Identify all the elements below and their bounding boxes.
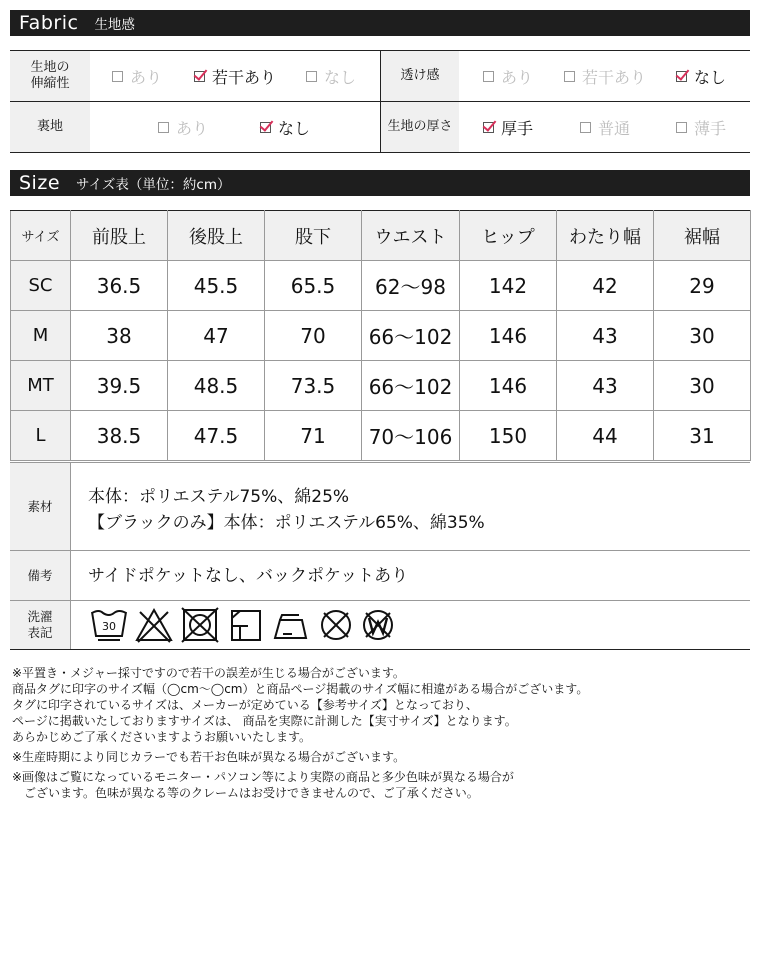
column-header: ウエスト xyxy=(362,211,460,261)
column-header: 前股上 xyxy=(71,211,168,261)
thickness-option-thick: 厚手 xyxy=(483,102,533,152)
note-line: ※画像はご覧になっているモニター・パソコン等により実際の商品と多少色味が異なる場合が xyxy=(12,770,514,784)
table-cell: 66〜102 xyxy=(362,311,460,361)
table-cell: 39.5 xyxy=(71,361,168,411)
checkbox-icon xyxy=(483,71,494,82)
size-table-header-row xyxy=(11,211,751,261)
fabric-row-stretch xyxy=(10,51,750,102)
checkbox-icon xyxy=(580,122,591,133)
size-table xyxy=(10,210,751,461)
table-cell: 71 xyxy=(265,411,362,461)
size-label: MT xyxy=(11,361,71,411)
table-cell: 146 xyxy=(460,311,557,361)
checkbox-icon xyxy=(306,71,317,82)
sheer-option-yes: あり xyxy=(483,51,533,101)
table-cell: 62〜98 xyxy=(362,261,460,311)
stretch-option-slight: 若干あり xyxy=(194,51,276,101)
thickness-option-thin: 薄手 xyxy=(676,102,726,152)
checkbox-checked-icon xyxy=(194,71,205,82)
fabric-table xyxy=(10,50,750,153)
column-header: 後股上 xyxy=(168,211,265,261)
table-cell: 44 xyxy=(557,411,654,461)
size-label: SC xyxy=(11,261,71,311)
checkbox-icon xyxy=(112,71,123,82)
wash-30-icon xyxy=(92,611,126,640)
no-bleach-icon xyxy=(137,610,171,642)
column-header: ヒップ xyxy=(460,211,557,261)
lining-option-yes: あり xyxy=(158,102,208,152)
remarks-label: 備考 xyxy=(10,551,71,600)
note-line: ※生産時期により同じカラーでも若干お色味が異なる場合がございます。 xyxy=(12,750,406,764)
size-title-jp: サイズ表（単位：約cm） xyxy=(76,177,231,193)
table-row xyxy=(11,261,751,311)
table-cell: 70 xyxy=(265,311,362,361)
washing-symbols xyxy=(90,606,410,646)
table-cell: 150 xyxy=(460,411,557,461)
sheer-label: 透け感 xyxy=(381,51,459,101)
thickness-option-normal: 普通 xyxy=(580,102,630,152)
checkbox-icon xyxy=(158,122,169,133)
material-text xyxy=(88,484,485,536)
material-row xyxy=(10,463,750,551)
fabric-section-header xyxy=(10,10,750,36)
fabric-row-lining xyxy=(10,102,750,152)
size-section-header xyxy=(10,170,750,196)
column-header: 股下 xyxy=(265,211,362,261)
note-line: ページに掲載いたしておりますサイズは、 商品を実際に計測した【実寸サイズ】となります。 xyxy=(12,714,517,728)
column-header: わたり幅 xyxy=(557,211,654,261)
note-line: ※平置き・メジャー採寸ですので若干の誤差が生じる場合がございます。 xyxy=(12,666,405,680)
note-line: 商品タグに印字のサイズ幅（◯cm〜◯cm）と商品ページ掲載のサイズ幅に相違がある場合がございます。 xyxy=(12,682,589,696)
no-dry-clean-icon xyxy=(322,611,350,639)
table-cell: 47.5 xyxy=(168,411,265,461)
note-line: タグに印字されているサイズは、メーカーが定めている【参考サイズ】となっており、 xyxy=(12,698,478,712)
note-line: あらかじめご了承くださいますようお願いいたします。 xyxy=(12,730,312,744)
table-row xyxy=(11,311,751,361)
table-cell: 73.5 xyxy=(265,361,362,411)
checkbox-checked-icon xyxy=(260,122,271,133)
table-cell: 29 xyxy=(654,261,751,311)
column-header: 裾幅 xyxy=(654,211,751,261)
material-label: 素材 xyxy=(10,463,71,550)
fabric-title-en: Fabric xyxy=(19,12,79,34)
size-title-en: Size xyxy=(19,172,61,194)
table-cell: 146 xyxy=(460,361,557,411)
svg-text:30: 30 xyxy=(102,620,116,633)
column-header: サイズ xyxy=(11,211,71,261)
checkbox-icon xyxy=(564,71,575,82)
table-cell: 38.5 xyxy=(71,411,168,461)
table-cell: 43 xyxy=(557,361,654,411)
table-cell: 47 xyxy=(168,311,265,361)
size-label: M xyxy=(11,311,71,361)
table-cell: 142 xyxy=(460,261,557,311)
table-cell: 65.5 xyxy=(265,261,362,311)
table-cell: 31 xyxy=(654,411,751,461)
no-tumble-dry-icon xyxy=(182,608,218,642)
table-cell: 38 xyxy=(71,311,168,361)
sheer-option-no: なし xyxy=(676,51,726,101)
table-row xyxy=(11,411,751,461)
iron-low-icon xyxy=(275,615,306,638)
no-wet-clean-icon xyxy=(364,611,392,639)
stretch-option-no: なし xyxy=(306,51,356,101)
sheer-option-slight: 若干あり xyxy=(564,51,646,101)
table-cell: 66〜102 xyxy=(362,361,460,411)
table-cell: 43 xyxy=(557,311,654,361)
stretch-label: 生地の 伸縮性 xyxy=(10,51,90,101)
size-label: L xyxy=(11,411,71,461)
lining-label: 裏地 xyxy=(10,102,90,152)
material-line-2: 【ブラックのみ】本体：ポリエステル65%、綿35% xyxy=(88,513,485,533)
table-cell: 48.5 xyxy=(168,361,265,411)
note-line: ございます。色味が異なる等のクレームはお受けできませんので、ご了承ください。 xyxy=(12,786,479,800)
table-row xyxy=(11,361,751,411)
checkbox-icon xyxy=(676,122,687,133)
checkbox-checked-icon xyxy=(676,71,687,82)
material-line-1: 本体：ポリエステル75%、綿25% xyxy=(88,487,350,507)
table-cell: 36.5 xyxy=(71,261,168,311)
lining-option-no: なし xyxy=(260,102,310,152)
fabric-title-jp: 生地感 xyxy=(94,17,135,33)
table-cell: 45.5 xyxy=(168,261,265,311)
table-cell: 70〜106 xyxy=(362,411,460,461)
washing-label: 洗濯 表記 xyxy=(10,601,71,649)
remarks-row xyxy=(10,551,750,601)
table-cell: 30 xyxy=(654,311,751,361)
stretch-option-yes: あり xyxy=(112,51,162,101)
notes xyxy=(12,665,588,801)
line-dry-shade-icon xyxy=(232,611,260,640)
checkbox-checked-icon xyxy=(483,122,494,133)
thickness-label: 生地の厚さ xyxy=(381,102,459,152)
table-cell: 42 xyxy=(557,261,654,311)
table-cell: 30 xyxy=(654,361,751,411)
remarks-text: サイドポケットなし、バックポケットあり xyxy=(88,566,409,586)
